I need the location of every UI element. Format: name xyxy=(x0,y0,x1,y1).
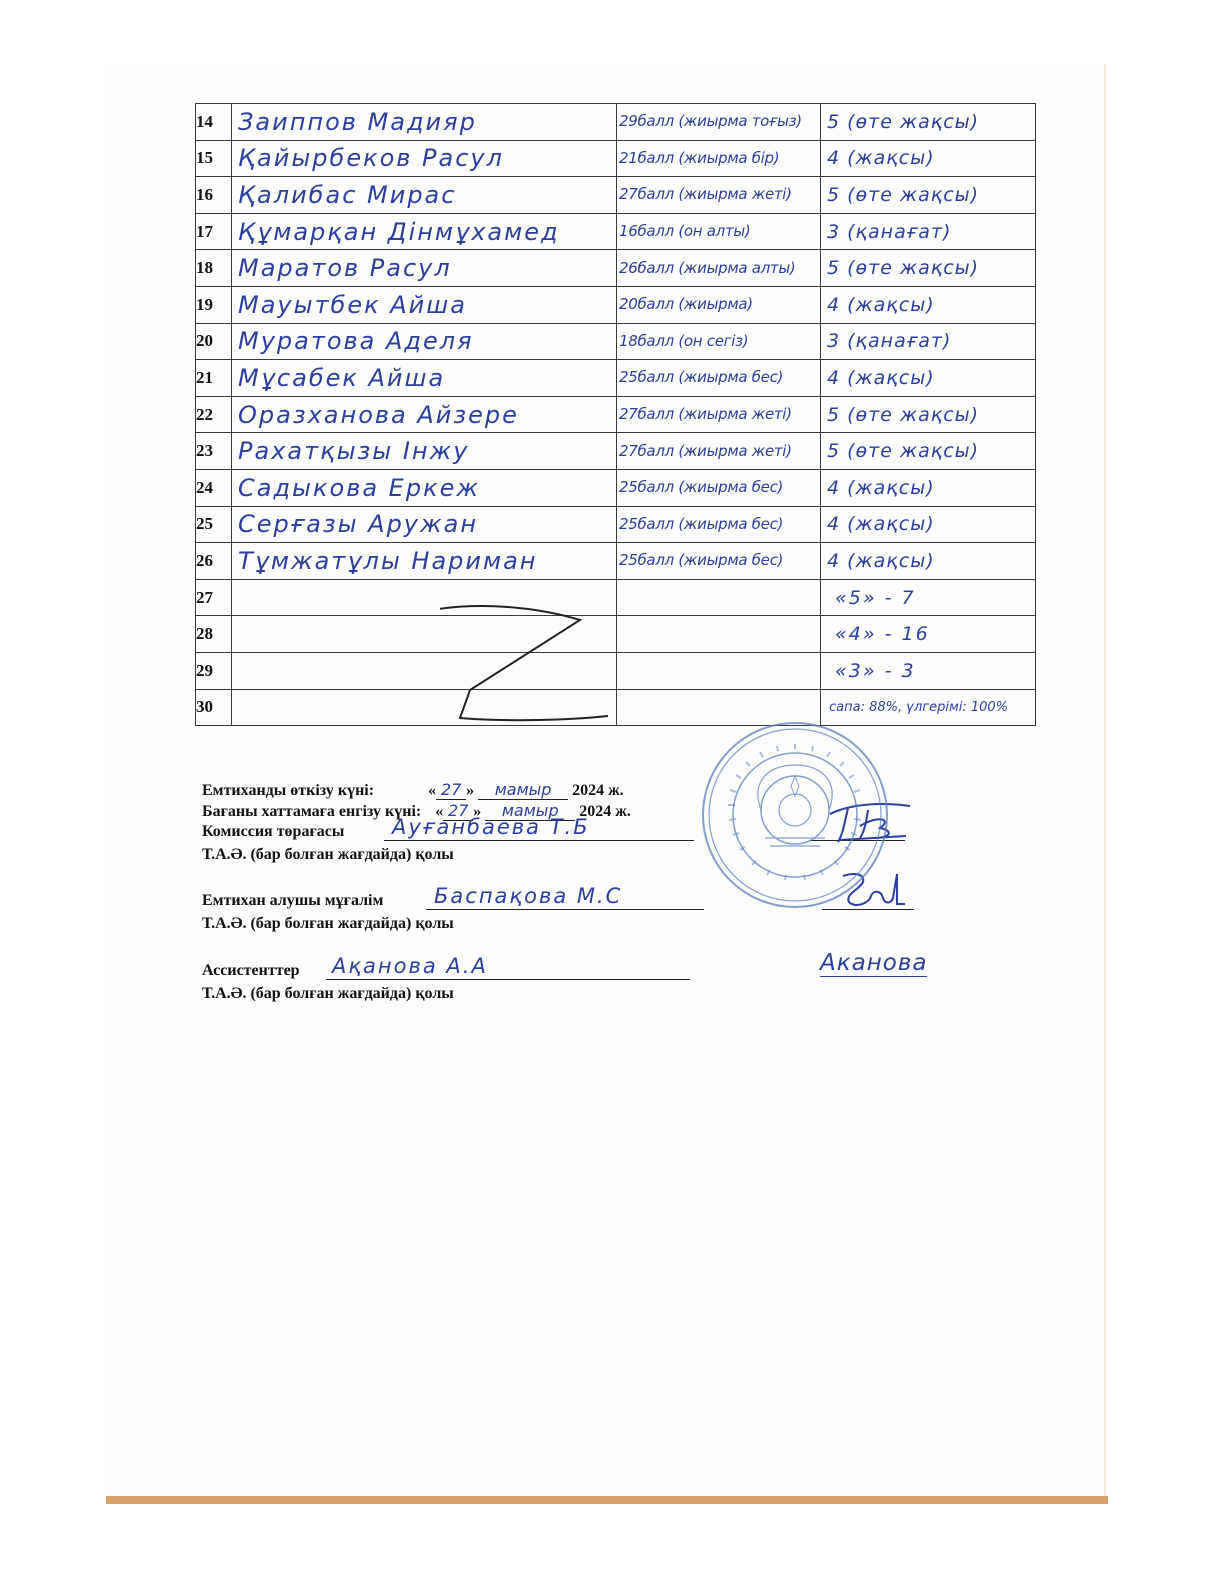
student-name: Қалибас Мирас xyxy=(238,180,457,209)
student-name: Қайырбеков Расул xyxy=(238,144,504,173)
entry-date-row: Бағаны хаттамаға енгізу күні: « 27 » мамыр 2024 ж. xyxy=(202,801,631,820)
grade: «5» - 7 xyxy=(835,586,916,609)
grade-cell xyxy=(821,543,1036,580)
table-row xyxy=(196,506,1036,543)
grade-cell xyxy=(821,360,1036,397)
row-number: 28 xyxy=(196,616,232,653)
student-name: Муратова Аделя xyxy=(238,327,474,356)
grade: 4 (жақсы) xyxy=(827,293,935,316)
row-number: 24 xyxy=(196,469,232,506)
grade: 5 (өте жақсы) xyxy=(827,257,980,280)
student-name-cell xyxy=(232,433,617,470)
grade-cell xyxy=(821,177,1036,214)
row-number: 23 xyxy=(196,433,232,470)
table-row xyxy=(196,140,1036,177)
table-row xyxy=(196,396,1036,433)
grade-cell xyxy=(821,616,1036,653)
entry-date-day: 27 xyxy=(443,801,473,821)
student-name: Құмарқан Дінмұхамед xyxy=(238,217,560,246)
score: 21балл (жиырма бір) xyxy=(619,148,780,167)
score: 25балл (жиырма бес) xyxy=(619,368,784,387)
student-name-cell xyxy=(232,469,617,506)
student-name: Серғазы Аружан xyxy=(238,510,479,539)
grade-cell xyxy=(821,323,1036,360)
table-row xyxy=(196,433,1036,470)
grade: 5 (өте жақсы) xyxy=(827,110,980,133)
official-stamp xyxy=(700,720,890,910)
student-name: Мұсабек Айша xyxy=(238,363,446,392)
row-number: 16 xyxy=(196,177,232,214)
row-number: 26 xyxy=(196,543,232,580)
grade-cell xyxy=(821,396,1036,433)
row-number: 22 xyxy=(196,396,232,433)
grade: 4 (жақсы) xyxy=(827,366,935,389)
grade-cell xyxy=(821,433,1036,470)
score: 27балл (жиырма жеті) xyxy=(619,441,792,460)
grade: 3 (қанағат) xyxy=(827,220,952,243)
grade-cell xyxy=(821,506,1036,543)
paper-edge xyxy=(106,1496,1108,1504)
table-row xyxy=(196,213,1036,250)
score-cell xyxy=(617,396,821,433)
student-name: Заиппов Мадияр xyxy=(238,107,477,136)
score: 27балл (жиырма жеті) xyxy=(619,405,792,424)
exam-date-suffix: ж. xyxy=(608,782,624,799)
commission-name: Ауғанбаева Т.Б xyxy=(392,815,590,839)
entry-date-suffix: ж. xyxy=(615,803,631,820)
entry-date-year: 2024 xyxy=(579,803,612,820)
grade: 5 (өте жақсы) xyxy=(827,183,980,206)
exam-date-month: мамыр xyxy=(478,780,568,800)
grade: 5 (өте жақсы) xyxy=(827,440,980,463)
table-row xyxy=(196,360,1036,397)
student-name-cell xyxy=(232,286,617,323)
table-row xyxy=(196,250,1036,287)
grade: 3 (қанағат) xyxy=(827,330,952,353)
student-name-cell xyxy=(232,323,617,360)
row-number: 30 xyxy=(196,689,232,726)
score: 25балл (жиырма бес) xyxy=(619,478,784,497)
score: 25балл (жиырма бес) xyxy=(619,514,784,533)
table-row xyxy=(196,323,1036,360)
assistants-signature: Аканова xyxy=(820,950,928,976)
grade-cell xyxy=(821,213,1036,250)
student-name-cell xyxy=(232,140,617,177)
score-cell xyxy=(617,579,821,616)
exam-date-year: 2024 xyxy=(572,782,605,799)
grade: 4 (жақсы) xyxy=(827,476,935,499)
table-row xyxy=(196,104,1036,141)
score-cell xyxy=(617,433,821,470)
score-cell xyxy=(617,543,821,580)
score-cell xyxy=(617,286,821,323)
student-name-cell xyxy=(232,104,617,141)
score-cell xyxy=(617,140,821,177)
grade: 5 (өте жақсы) xyxy=(827,403,980,426)
row-number: 14 xyxy=(196,104,232,141)
exam-date-day: 27 xyxy=(436,780,466,800)
row-number: 18 xyxy=(196,250,232,287)
commission-label: Комиссия төрағасы xyxy=(202,823,345,840)
score: 18балл (он сегіз) xyxy=(619,331,749,350)
table-row xyxy=(196,177,1036,214)
student-name-cell xyxy=(232,250,617,287)
grade-cell xyxy=(821,286,1036,323)
score-cell xyxy=(617,506,821,543)
grade-cell xyxy=(821,652,1036,689)
student-name-cell xyxy=(232,360,617,397)
student-name: Маратов Расул xyxy=(238,254,452,283)
grade: 4 (жақсы) xyxy=(827,147,935,170)
student-name: Тұмжатұлы Нариман xyxy=(238,546,538,575)
grade-cell xyxy=(821,250,1036,287)
row-number: 17 xyxy=(196,213,232,250)
row-number: 21 xyxy=(196,360,232,397)
assistants-label: Ассистенттер xyxy=(202,962,300,979)
grade-cell xyxy=(821,579,1036,616)
student-name: Садыкова Еркеж xyxy=(238,473,480,502)
score: 27балл (жиырма жеті) xyxy=(619,185,792,204)
commission-caption: Т.А.Ә. (бар болған жағдайда) қолы xyxy=(202,846,454,863)
teacher-caption: Т.А.Ә. (бар болған жағдайда) қолы xyxy=(202,915,454,932)
score-cell xyxy=(617,104,821,141)
table-row xyxy=(196,469,1036,506)
score: 25балл (жиырма бес) xyxy=(619,551,784,570)
grade-cell xyxy=(821,469,1036,506)
row-number: 29 xyxy=(196,652,232,689)
entry-date-label: Бағаны хаттамаға енгізу күні: xyxy=(202,803,422,820)
score: 26балл (жиырма алты) xyxy=(619,258,796,277)
grade: 4 (жақсы) xyxy=(827,513,935,536)
score: 29балл (жиырма тоғыз) xyxy=(619,112,802,131)
exam-date-row: Емтиханды өткізу күні: « 27 » мамыр 2024 ж. xyxy=(202,780,624,799)
grade: «4» - 16 xyxy=(835,623,930,646)
quality-summary: сапа: 88%, үлгерімі: 100% xyxy=(829,700,1009,716)
grade-cell xyxy=(821,140,1036,177)
student-name-cell xyxy=(232,506,617,543)
grade: «3» - 3 xyxy=(835,659,916,682)
assistants-caption: Т.А.Ә. (бар болған жағдайда) қолы xyxy=(202,985,454,1002)
student-name: Рахатқызы Інжу xyxy=(238,437,470,466)
score-cell xyxy=(617,360,821,397)
score: 20балл (жиырма) xyxy=(619,295,753,314)
table-row xyxy=(196,286,1036,323)
student-name: Оразханова Айзере xyxy=(238,400,519,429)
score-cell xyxy=(617,652,821,689)
entry-date-month: мамыр xyxy=(485,801,575,821)
score-cell xyxy=(617,250,821,287)
exam-date-label: Емтиханды өткізу күні: xyxy=(202,782,375,799)
table-row xyxy=(196,543,1036,580)
teacher-name: Баспақова М.С xyxy=(434,884,623,908)
score-cell xyxy=(617,469,821,506)
grade: 4 (жақсы) xyxy=(827,549,935,572)
row-number: 15 xyxy=(196,140,232,177)
score-cell xyxy=(617,213,821,250)
row-number: 27 xyxy=(196,579,232,616)
student-name-cell xyxy=(232,543,617,580)
student-name-cell xyxy=(232,213,617,250)
student-name-cell xyxy=(232,177,617,214)
score: 16балл (он алты) xyxy=(619,222,751,241)
teacher-label: Емтихан алушы мұғалім xyxy=(202,892,384,909)
assistants-name: Ақанова А.А xyxy=(332,954,488,978)
student-name: Мауытбек Айша xyxy=(238,290,467,319)
student-name-cell xyxy=(232,396,617,433)
score-cell xyxy=(617,323,821,360)
score-cell xyxy=(617,177,821,214)
row-number: 20 xyxy=(196,323,232,360)
score-cell xyxy=(617,616,821,653)
cross-out-mark xyxy=(440,600,620,725)
row-number: 25 xyxy=(196,506,232,543)
grade-cell xyxy=(821,104,1036,141)
row-number: 19 xyxy=(196,286,232,323)
